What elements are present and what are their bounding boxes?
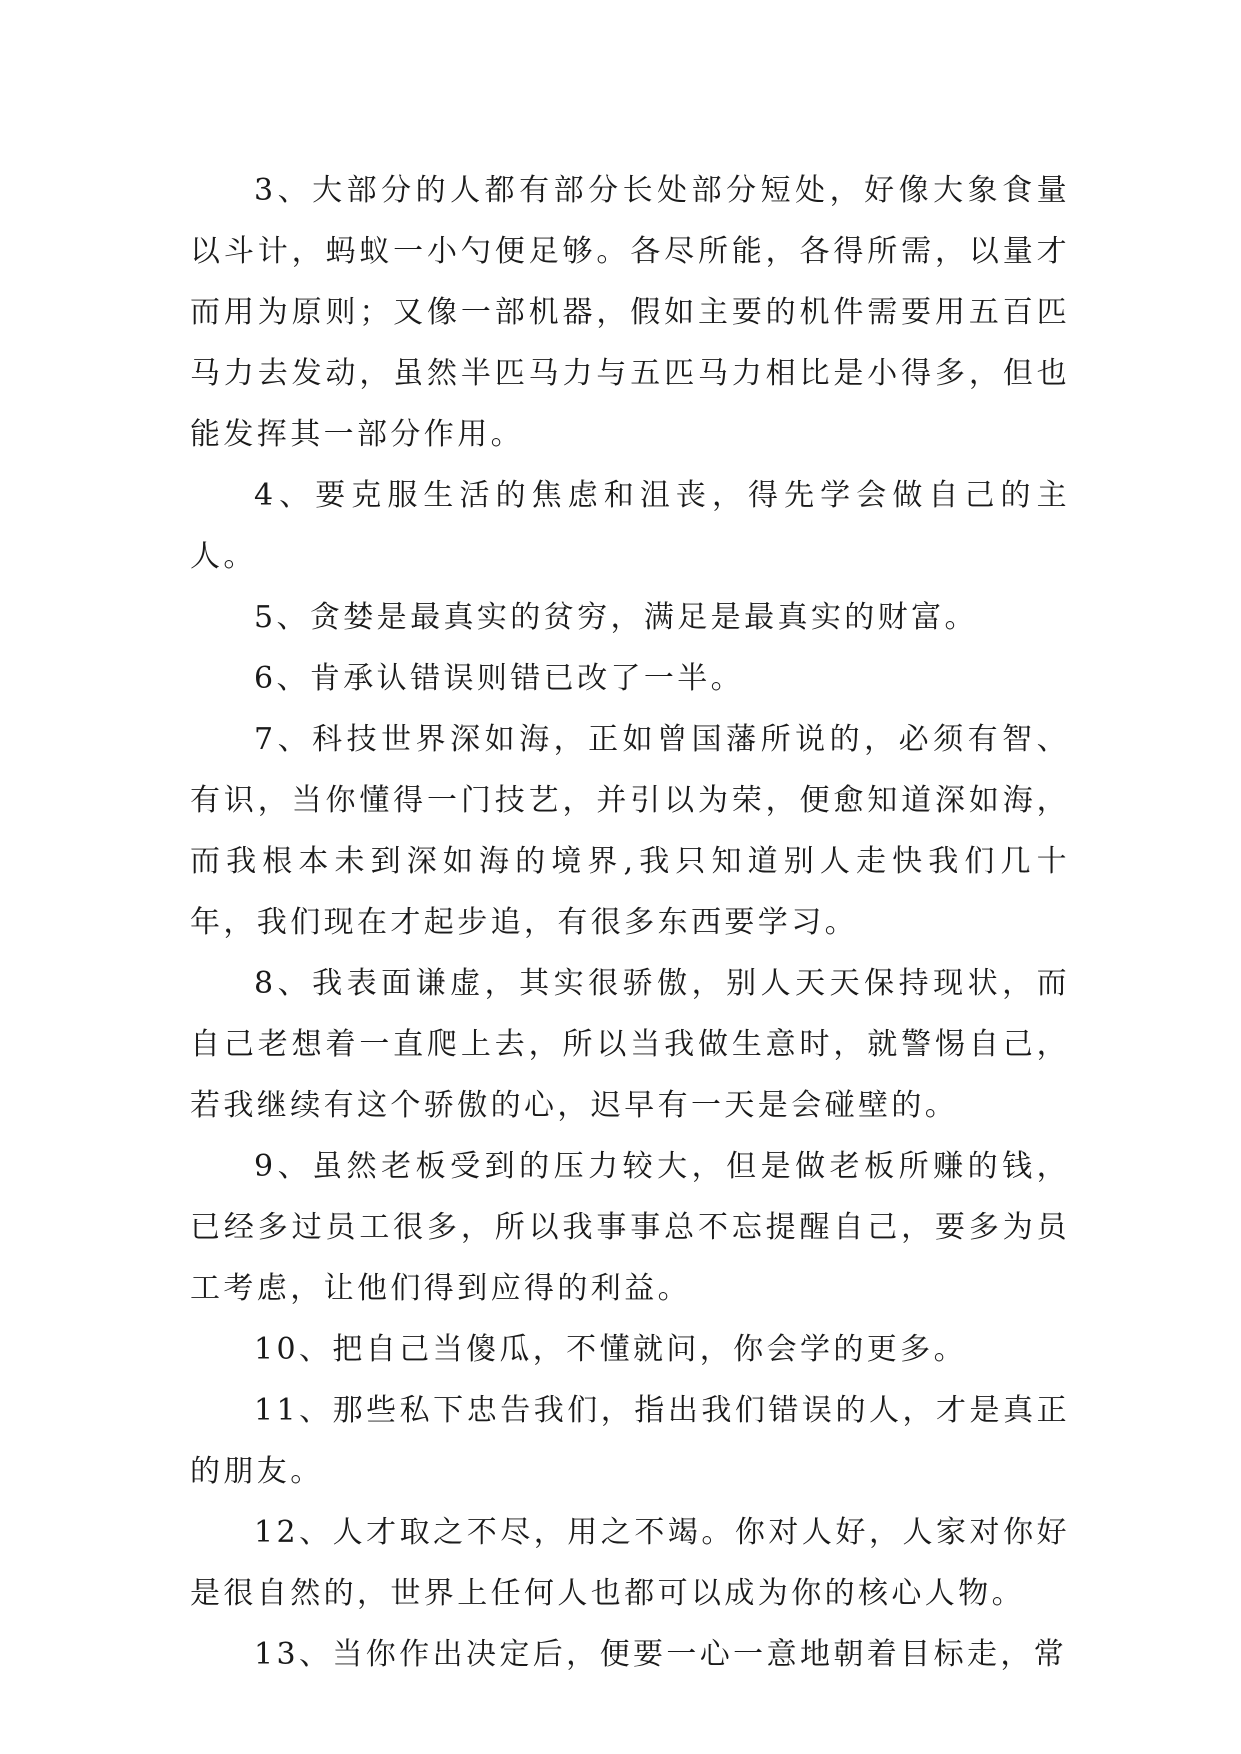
paragraph-6: 6、肯承认错误则错已改了一半。: [254, 661, 745, 696]
document-body: [190, 160, 1070, 1685]
paragraph-10: 10、把自己当傻瓜，不懂就问，你会学的更多。: [254, 1332, 967, 1367]
paragraph-13: 13、当你作出决定后，便要一心一意地朝着目标走，常: [254, 1637, 1068, 1672]
paragraph-4: 4、要克服生活的焦虑和沮丧，得先学会做自己的主人。: [190, 478, 1070, 574]
paragraph-9: 9、虽然老板受到的压力较大，但是做老板所赚的钱，已经多过员工很多，所以我事事总不忘提醒自己，要多为员工考虑，让他们得到应得的利益。: [190, 1149, 1070, 1306]
paragraph-11: 11、那些私下忠告我们，指出我们错误的人，才是真正的朋友。: [190, 1393, 1070, 1489]
paragraph-7: 7、科技世界深如海，正如曾国藩所说的，必须有智、有识，当你懂得一门技艺，并引以为荣，便愈知道深如海，而我根本未到深如海的境界,我只知道别人走快我们几十年，我们现在才起步追，有很多东西要学习。: [190, 722, 1070, 940]
paragraph-5: 5、贪婪是最真实的贫穷，满足是最真实的财富。: [254, 600, 978, 635]
paragraph-12: 12、人才取之不尽，用之不竭。你对人好，人家对你好是很自然的，世界上任何人也都可以成为你的核心人物。: [190, 1515, 1070, 1611]
paragraph-8: 8、我表面谦虚，其实很骄傲，别人天天保持现状，而自己老想着一直爬上去，所以当我做生意时，就警惕自己，若我继续有这个骄傲的心，迟早有一天是会碰壁的。: [190, 966, 1070, 1123]
paragraph-3: 3、大部分的人都有部分长处部分短处，好像大象食量以斗计，蚂蚁一小勺便足够。各尽所能，各得所需，以量才而用为原则；又像一部机器，假如主要的机件需要用五百匹马力去发动，虽然半匹马力与五匹马力相比是小得多，但也能发挥其一部分作用。: [190, 173, 1070, 452]
